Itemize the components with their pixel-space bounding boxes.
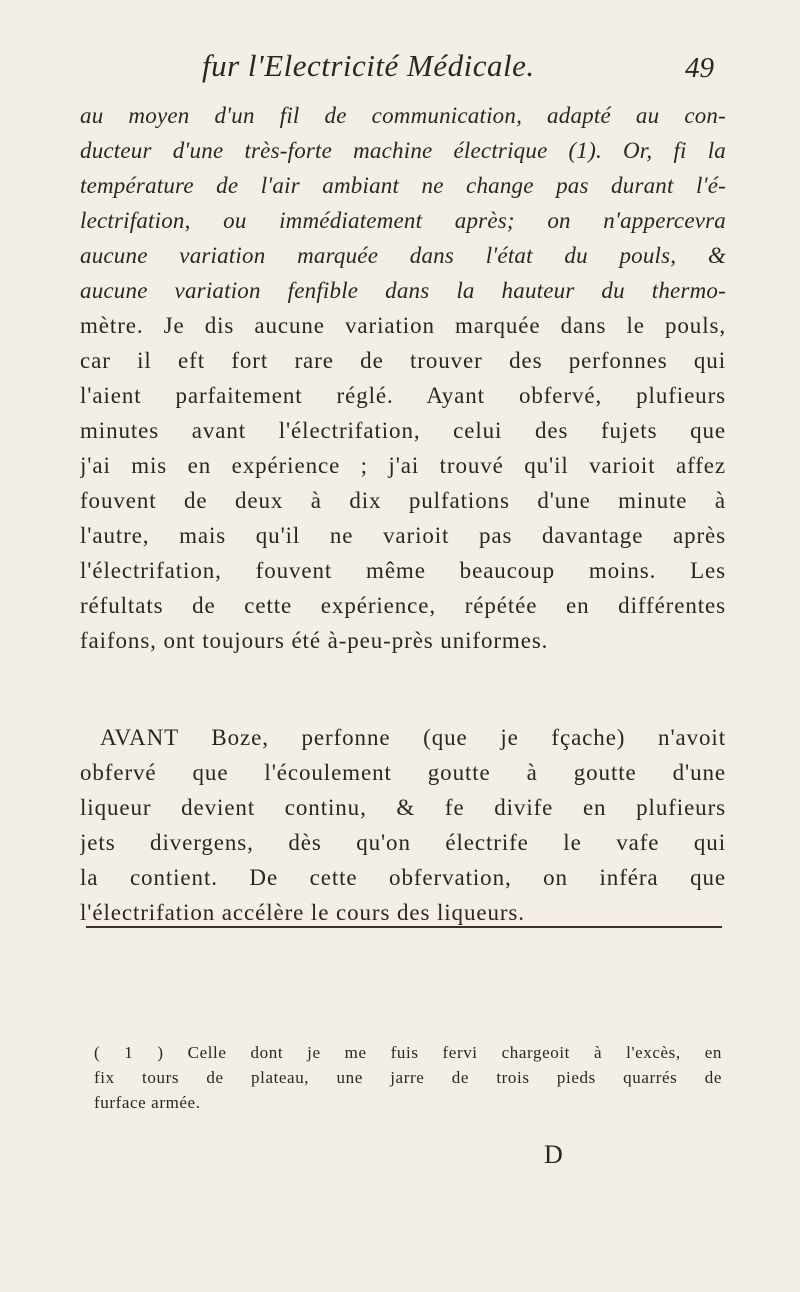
text-line: aucune variation fenfible dans la hauteur du thermo- [80, 278, 726, 303]
paragraph-boze-liquids [80, 720, 726, 930]
text-line: l'aient parfaitement réglé. Ayant obfervé, plufieurs [80, 383, 726, 408]
text-line: fouvent de deux à dix pulfations d'une minute à [80, 488, 726, 513]
text-line: l'électrifation accélère le cours des liqueurs. [80, 900, 525, 925]
text-line: jets divergens, dès qu'on électrife le vafe qui [80, 830, 726, 855]
text-line: car il eft fort rare de trouver des perfonnes qui [80, 348, 726, 373]
text-line: AVANT Boze, perfonne (que je fçache) n'avoit [100, 725, 726, 750]
text-line: mètre. Je dis aucune variation marquée dans le pouls, [80, 313, 726, 338]
paragraph-electrification-pulse [80, 68, 726, 658]
text-line: réfultats de cette expérience, répétée en différentes [80, 593, 726, 618]
text-line: liqueur devient continu, & fe divife en plufieurs [80, 795, 726, 820]
running-title: fur l'Electricité Médicale. [202, 48, 535, 83]
text-line: ducteur d'une très-forte machine électrique (1). Or, fi la [80, 138, 726, 163]
page-number: 49 [685, 52, 714, 84]
footnote [94, 1040, 722, 1115]
text-line: obfervé que l'écoulement goutte à goutte d'une [80, 760, 726, 785]
footnote-line: ( 1 ) Celle dont je me fuis fervi chargeoit à l'excès, en [94, 1043, 722, 1062]
signature-mark: D [544, 1140, 563, 1169]
text-line: l'électrifation, fouvent même beaucoup moins. Les [80, 558, 726, 583]
footnote-line: furface armée. [94, 1093, 201, 1112]
text-line: lectrifation, ou immédiatement après; on n'appercevra [80, 208, 726, 233]
text-line: au moyen d'un fil de communication, adapté au con- [80, 103, 726, 128]
text-line: faifons, ont toujours été à-peu-près uniformes. [80, 628, 549, 653]
text-line: la contient. De cette obfervation, on inféra que [80, 865, 726, 890]
text-line: j'ai mis en expérience ; j'ai trouvé qu'il varioit affez [80, 453, 726, 478]
footnote-line: fix tours de plateau, une jarre de trois pieds quarrés de [94, 1068, 722, 1087]
footnote-separator [86, 926, 722, 928]
text-line: aucune variation marquée dans l'état du pouls, & [80, 243, 726, 268]
text-line: température de l'air ambiant ne change pas durant l'é- [80, 173, 726, 198]
text-line: l'autre, mais qu'il ne varioit pas davantage après [80, 523, 726, 548]
text-line: minutes avant l'électrifation, celui des fujets que [80, 418, 726, 443]
